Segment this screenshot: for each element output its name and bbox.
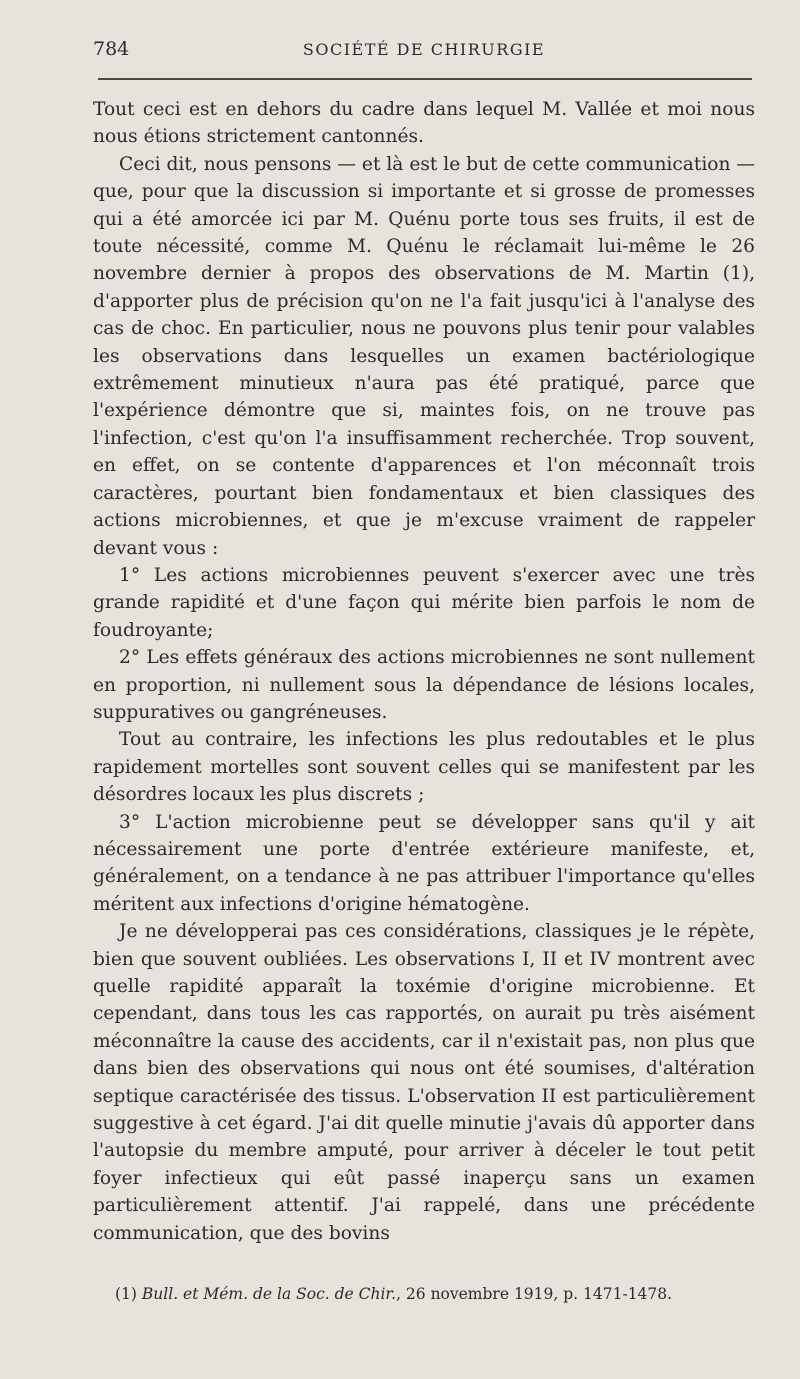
paragraph-2: Ceci dit, nous pensons — et là est le but de cette communication — que, pour que la discussion si importante et si grosse de promesses qui a été amorcée ici par M. Quénu porte tous ses fruits, il est de toute nécessité, comme M. Quénu le réclamait lui-même le 26 novembre dernier à propos des observations de M. Martin (1), d'apporter plus de précision qu'on ne l'a fait jusqu'ici à l'analyse des cas de choc. En particulier, nous ne pouvons plus tenir pour valables les observations dans lesquelles un examen bactériologique extrêmement minutieux n'aura pas été pratiqué, parce que l'expérience démontre que si, maintes fois, on ne trouve pas l'infection, c'est qu'on l'a insuffisamment recherchée. Trop souvent, en effet, on se contente d'apparences et l'on méconnaît trois caractères, pourtant bien fondamentaux et bien classiques des actions microbiennes, et que je m'excuse vraiment de rappeler devant vous : [93,153,755,559]
running-title: SOCIÉTÉ DE CHIRURGIE [302,40,546,59]
footnote [93,1283,755,1305]
paragraph-3: 1° Les actions microbiennes peuvent s'exercer avec une très grande rapidité et d'une façon qui mérite bien parfois le nom de foudroyante; [93,564,755,641]
paragraph-1: Tout ceci est en dehors du cadre dans lequel M. Vallée et moi nous nous étions strictement cantonnés. [93,99,755,148]
paragraph-6: 3° L'action microbienne peut se développer sans qu'il y ait nécessairement une porte d'entrée extérieure manifeste, et, généralement, on a tendance à ne pas attribuer l'importance qu'elles méritent aux infections d'origine hématogène. [93,811,755,915]
paragraph-5: Tout au contraire, les infections les plus redoutables et le plus rapidement mortelles sont souvent celles qui se manifestent par les désordres locaux les plus discrets ; [93,729,755,806]
page-number: 784 [93,38,130,60]
paragraph-4: 2° Les effets généraux des actions microbiennes ne sont nullement en proportion, ni nullement sous la dépendance de lésions locales, suppuratives ou gangréneuses. [93,647,755,723]
footnote-details: , 26 novembre 1919, p. 1471-1478. [396,1285,673,1303]
body-text [93,96,755,1247]
footnote-marker: (1) [115,1285,137,1303]
footnote-source: Bull. et Mém. de la Soc. de Chir. [141,1285,397,1303]
paragraph-7: Je ne développerai pas ces considérations, classiques je le répète, bien que souvent oubliées. Les observations I, II et IV montrent avec quelle rapidité apparaît la toxémie d'origine microbienne. Et cependant, dans tous les cas rapportés, on aurait pu très aisément méconnaître la cause des accidents, car il n'existait pas, non plus que dans bien des observations qui nous ont été soumises, d'altération septique caractérisée des tissus. L'observation II est particulièrement suggestive à cet égard. J'ai dit quelle minutie j'avais dû apporter dans l'autopsie du membre amputé, pour arriver à déceler le tout petit foyer infectieux qui eût passé inaperçu sans un examen particulièrement attentif. J'ai rappelé, dans une précédente communication, que des bovins [93,921,755,1244]
page-header [93,38,755,68]
header-rule [98,78,752,80]
